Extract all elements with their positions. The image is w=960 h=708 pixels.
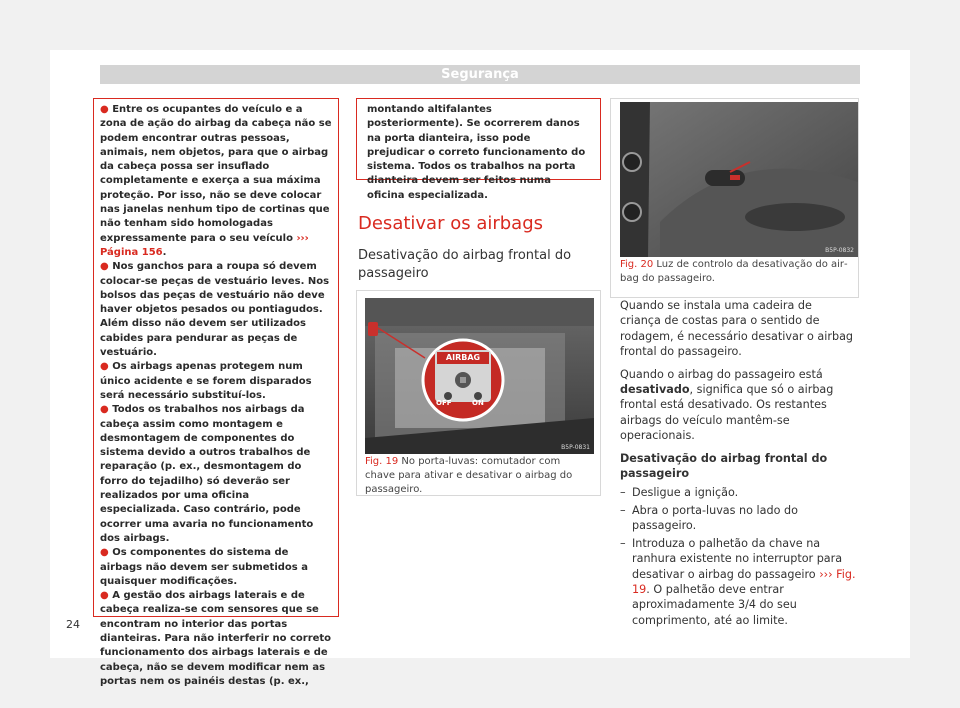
bullet-icon: ● [100, 104, 109, 115]
glovebox-switch-photo [365, 298, 594, 454]
section-subtitle: Desativação do airbag frontal do passageiro [358, 248, 572, 281]
bullet-icon: ● [100, 547, 109, 559]
figure-code: B5P-0831 [561, 444, 590, 451]
bullet-icon: ● [100, 261, 109, 273]
dash-icon: – [620, 536, 626, 550]
dash-icon: – [620, 486, 626, 500]
figure-reference-link[interactable]: ››› Fig. 19 [632, 567, 856, 596]
warning-box [93, 98, 339, 687]
procedure-step: – Desligue a ignição. [620, 486, 739, 500]
paragraph: Quando o airbag do passageiro está desativado, significa que só o airbag frontal está desativado. Os restantes airbags do veículo mantêm-se operacionais. [620, 367, 834, 443]
warning-text: montando altifalantes posteriormente). Se ocorrerem danos na porta dianteira, isso pode prejudicar o correto funcionamento do sistema. Todos os trabalhos na porta dianteira devem ser feitos numa oficina especializada. [367, 104, 586, 201]
figure-19 [356, 290, 601, 496]
figure-caption: Fig. 20 Luz de controlo da desativação do airbag do passageiro. [620, 259, 848, 284]
on-label: ON [472, 399, 484, 407]
procedure-step: – Introduza o palhetão da chave na ranhura existente no interruptor para desativar o airbag do passageiro ››› Fig. 19. O palhetão deve entrar aproximadamente 3/4 do seu comprimento, até ao limite. [620, 536, 856, 627]
page-header: Segurança [100, 65, 860, 84]
bullet-icon: ● [100, 404, 109, 416]
warning-item: ● Todos os trabalhos nos airbags da cabeça assim como montagem e desmontagem de componentes do sistema devido a outros trabalhos de reparação (p. ex., desmontagem do forro do tejadilho) só deverão ser realizados por uma oficina especializada. Caso contrário, pode ocorrer uma avaria no funcionamento dos airbags. [100, 404, 314, 544]
page-number: 24 [66, 618, 80, 631]
figure-code: B5P-0832 [825, 247, 854, 254]
page-reference-link[interactable]: ››› Página 156 [100, 232, 309, 258]
warning-item: ● Nos ganchos para a roupa só devem colocar-se peças de vestuário leves. Nos bolsos das peças de vestuário não deve haver objetos pesados ou pontiagudos. Além disso não devem ser utilizados cabides para pendurar as peças de vestuário. [100, 261, 330, 359]
figure-label: Fig. 19 [365, 456, 399, 467]
figure-label: Fig. 20 [620, 259, 654, 270]
section-title: Desativar os airbags [358, 213, 544, 234]
warning-item: ● Os airbags apenas protegem num único acidente e se forem disparados será necessário substituí-los. [100, 361, 312, 401]
body-text [620, 298, 856, 630]
warning-item: ● Entre os ocupantes do veículo e a zona de ação do airbag da cabeça não se podem encontrar outras pessoas, animais, nem objetos, para que o airbag da cabeça possa ser insuflado completamente e exerça a sua máxima proteção. Por isso, não se deve colocar nas janelas nenhum tipo de cortinas que não tenham sido homologadas expressamente para o seu veículo ››› Página 156. [100, 104, 332, 258]
dashboard-illustration [620, 102, 858, 257]
warning-item: ● A gestão dos airbags laterais e de cabeça realiza-se com sensores que se encontram no interior das portas dianteiras. Para não interferir no correto funcionamento dos airbags laterais e de cabeça, não se devem modificar nem as portas nem os painéis destas (p. ex., [100, 590, 332, 687]
bullet-icon: ● [100, 590, 109, 602]
dashboard-light-photo [620, 102, 858, 257]
airbag-switch-label: AIRBAG [445, 353, 481, 362]
off-label: OFF [436, 399, 452, 407]
bullet-icon: ● [100, 361, 109, 373]
procedure-step: – Abra o porta-luvas no lado do passageiro. [620, 503, 798, 533]
figure-caption: Fig. 19 No porta-luvas: comutador com chave para ativar e desativar o airbag do passageiro. [365, 456, 573, 495]
warning-box-continued [356, 98, 601, 201]
glovebox-illustration [365, 298, 594, 454]
procedure-heading: Desativação do airbag frontal do passageiro [620, 451, 828, 481]
dash-icon: – [620, 503, 626, 517]
paragraph: Quando se instala uma cadeira de criança de costas para o sentido de rodagem, é necessário desativar o airbag frontal do passageiro. [620, 299, 854, 359]
warning-item: ● Os componentes do sistema de airbags não devem ser submetidos a quaisquer modificações. [100, 547, 308, 587]
figure-20 [610, 98, 859, 298]
